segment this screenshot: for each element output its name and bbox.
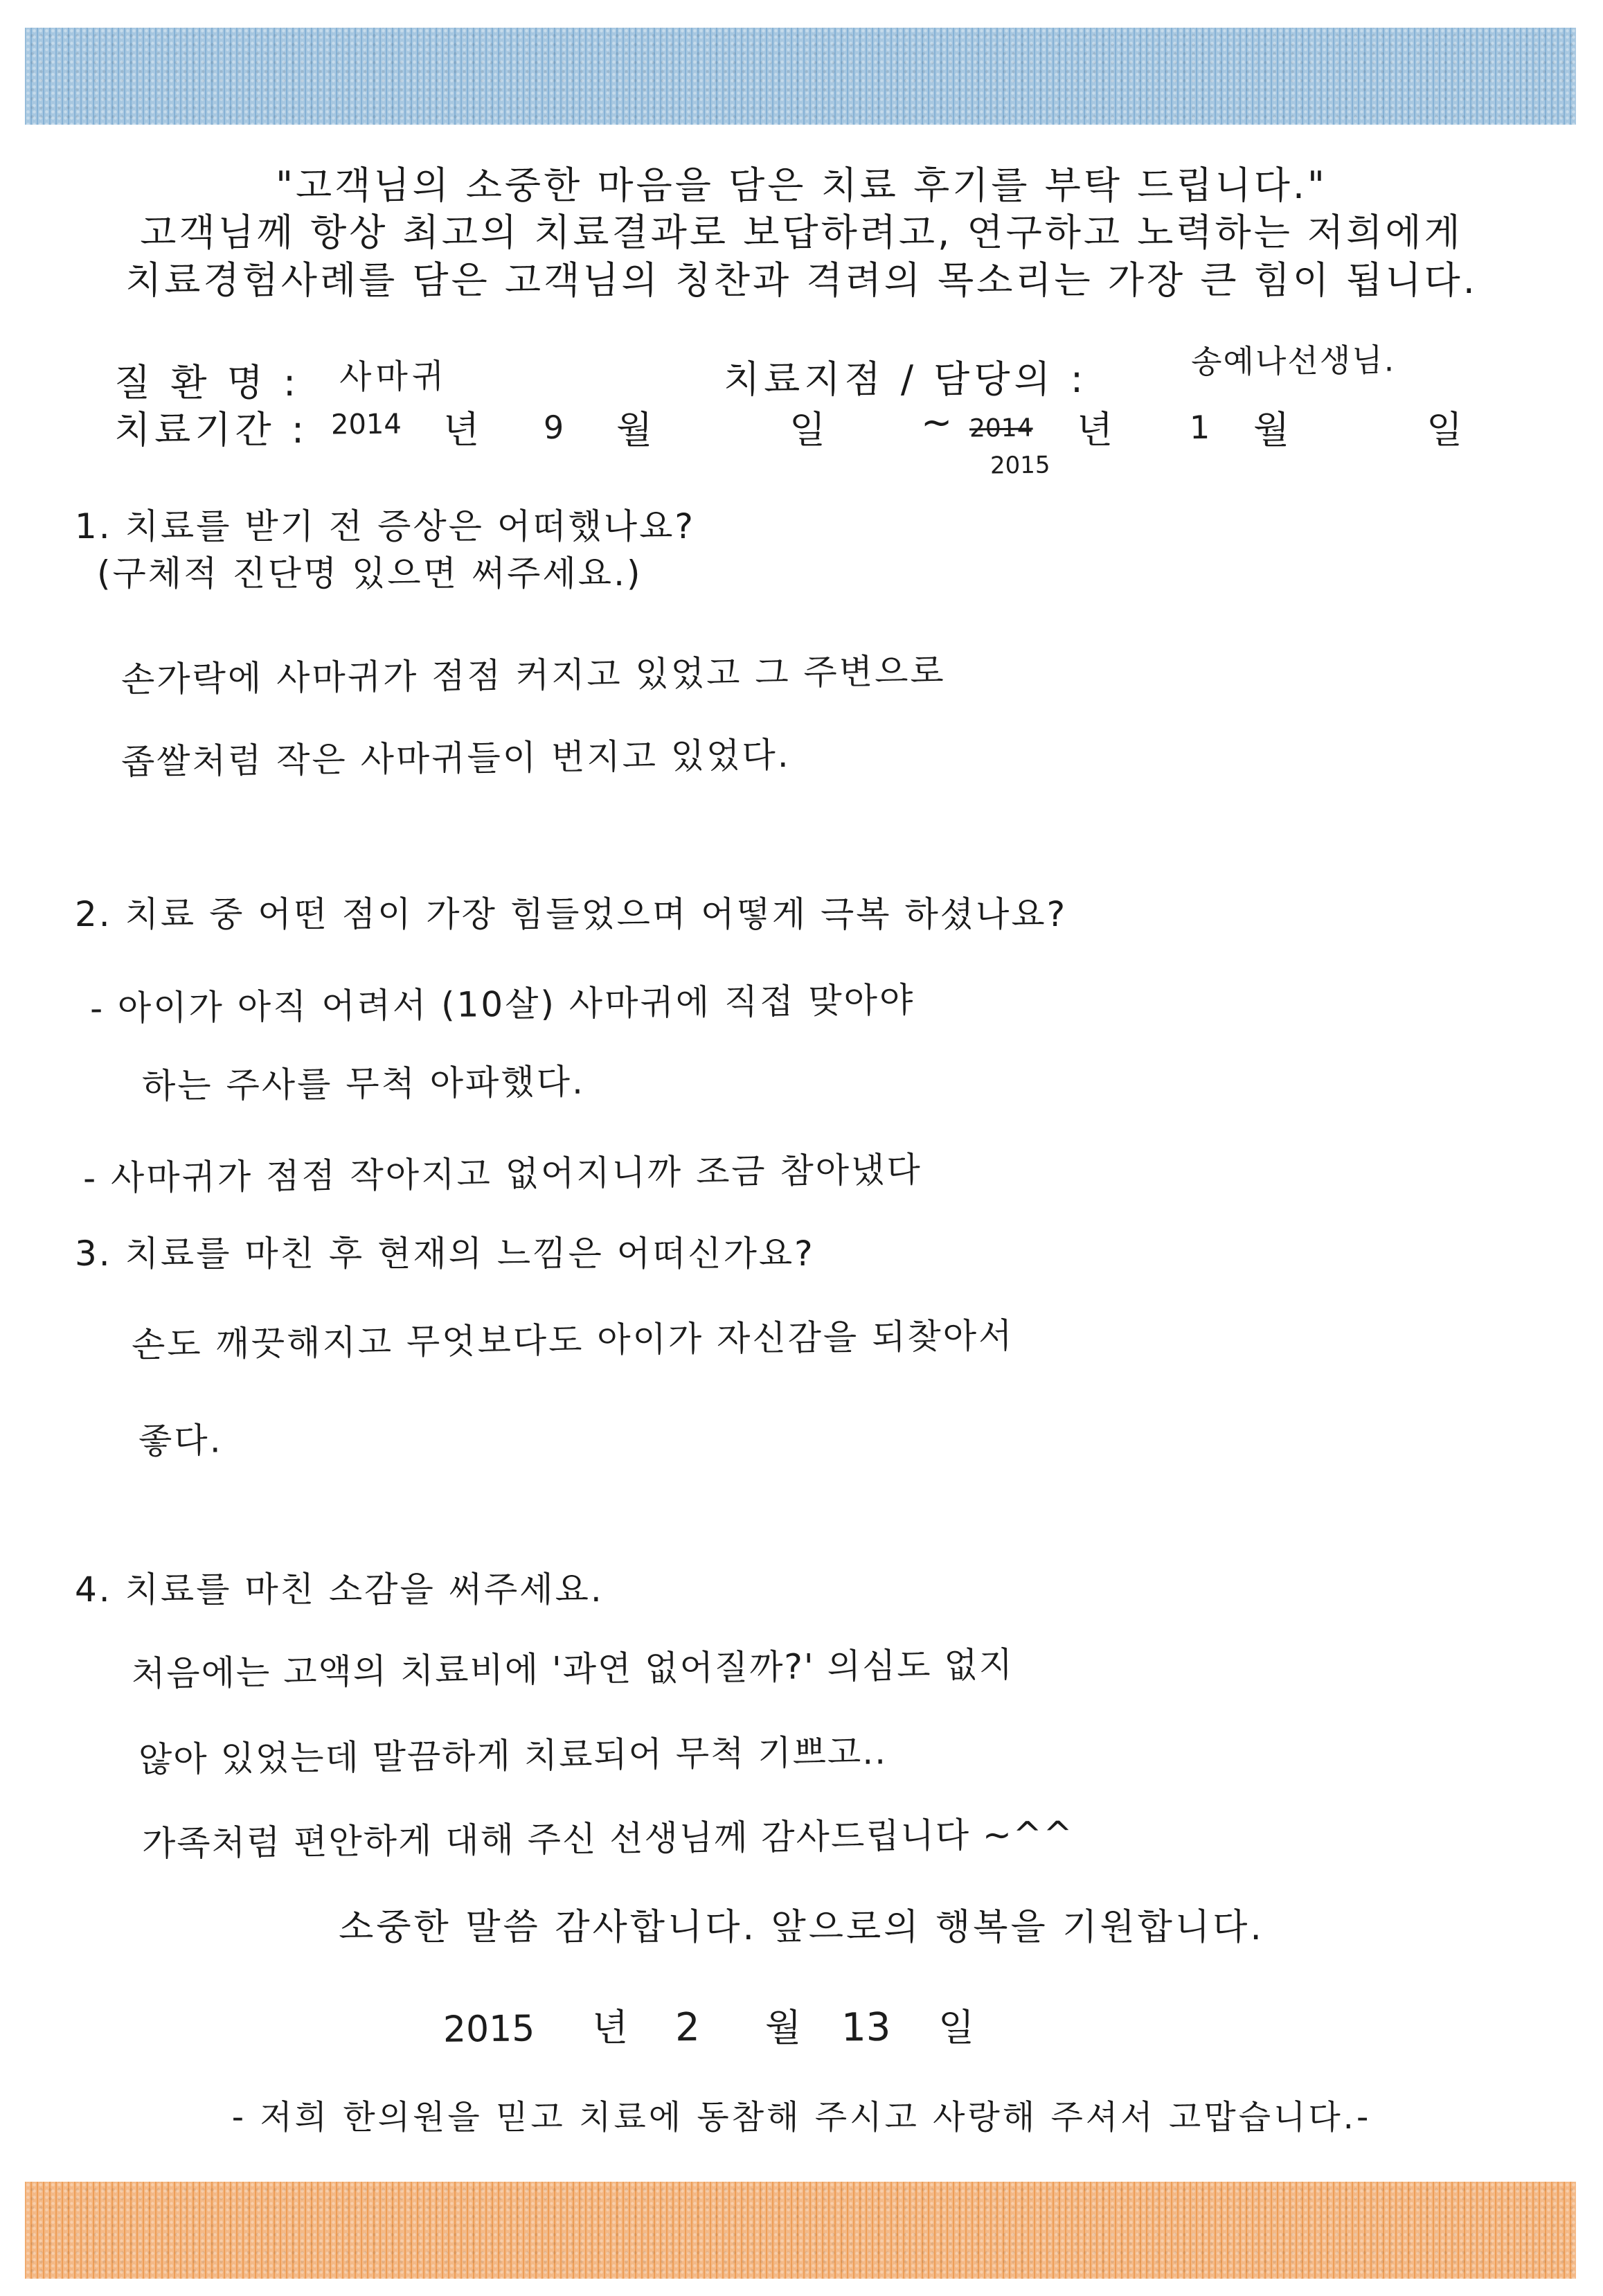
answer-2-line-1: - 아이가 아직 어려서 (10살) 사마귀에 직접 맞아야 [89,979,915,1029]
period-start-month-unit: 월 [616,408,657,452]
disease-label: 질 환 명 : [114,361,301,404]
question-1: 1. 치료를 받기 전 증상은 어떠했나요? [75,506,695,546]
intro-line-2: 고객님께 항상 최고의 치료결과로 보답하려고, 연구하고 노력하는 저희에게 [140,211,1463,254]
period-start-year: 2014 [330,408,402,441]
answer-4-line-2: 않아 있었는데 말끔하게 치료되어 무척 기쁘고.. [138,1732,888,1780]
intro-line-3: 치료경험사례를 담은 고객님의 칭찬과 격려의 목소리는 가장 큰 힘이 됩니다. [125,258,1478,302]
branch-doctor-value: 송예나선생님. [1190,341,1396,381]
question-1-sub: (구체적 진단명 있으면 써주세요.) [97,553,643,594]
period-start-day-unit: 일 [789,408,830,452]
closing-date-day-unit: 일 [938,2006,979,2049]
answer-2-line-3: - 사마귀가 점점 작아지고 없어지니까 조금 참아냈다 [82,1149,923,1199]
period-start-year-unit: 년 [443,408,484,452]
answer-1-line-1: 손가락에 사마귀가 점점 커지고 있었고 그 주변으로 [120,650,946,700]
bottom-decorative-band [25,2182,1576,2279]
answer-3-line-1: 손도 깨끗해지고 무엇보다도 아이가 자신감을 되찾아서 [131,1315,1014,1365]
period-label: 치료기간 : [114,408,309,452]
answer-2-line-2: 하는 주사를 무척 아파했다. [141,1061,586,1107]
answer-3-line-2: 좋다. [138,1420,223,1461]
closing-date-month: 2 [674,2004,700,2051]
closing-date-month-unit: 월 [765,2006,806,2049]
period-end-month: 1 [1189,408,1210,447]
branch-doctor-label: 치료지점 / 담당의 : [724,357,1088,401]
footer-message: - 저희 한의원을 믿고 치료에 동참해 주시고 사랑해 주셔서 고맙습니다.- [231,2098,1372,2137]
period-end-month-unit: 월 [1253,408,1294,452]
closing-date-year-unit: 년 [592,2006,633,2049]
disease-value: 사마귀 [339,357,449,397]
question-2: 2. 치료 중 어떤 점이 가장 힘들었으며 어떻게 극복 하셨나요? [75,894,1068,934]
top-decorative-band [25,28,1576,125]
answer-4-line-1: 처음에는 고액의 치료비에 '과연 없어질까?' 의심도 없지 [131,1644,1014,1694]
question-4: 4. 치료를 마친 소감을 써주세요. [75,1569,604,1610]
period-end-year-struck: 2014 [969,413,1033,443]
closing-date-day: 13 [841,2004,891,2051]
answer-1-line-2: 좁쌀처럼 작은 사마귀들이 번지고 있었다. [120,734,791,783]
answer-4-line-3: 가족처럼 편안하게 대해 주신 선생님께 감사드립니다 ~^^ [141,1813,1074,1865]
closing-thanks: 소중한 말씀 감사합니다. 앞으로의 행복을 기원합니다. [339,1907,1264,1948]
period-end-year-unit: 년 [1077,408,1118,452]
closing-date-year: 2015 [442,2008,535,2051]
period-start-month: 9 [543,408,564,447]
period-end-year-corrected: 2015 [989,451,1050,480]
intro-quote: "고객님의 소중한 마음을 담은 치료 후기를 부탁 드립니다." [276,163,1327,207]
period-tilde: ~ [921,400,957,444]
question-3: 3. 치료를 마친 후 현재의 느낌은 어떠신가요? [75,1234,815,1274]
period-end-day-unit: 일 [1426,408,1467,452]
